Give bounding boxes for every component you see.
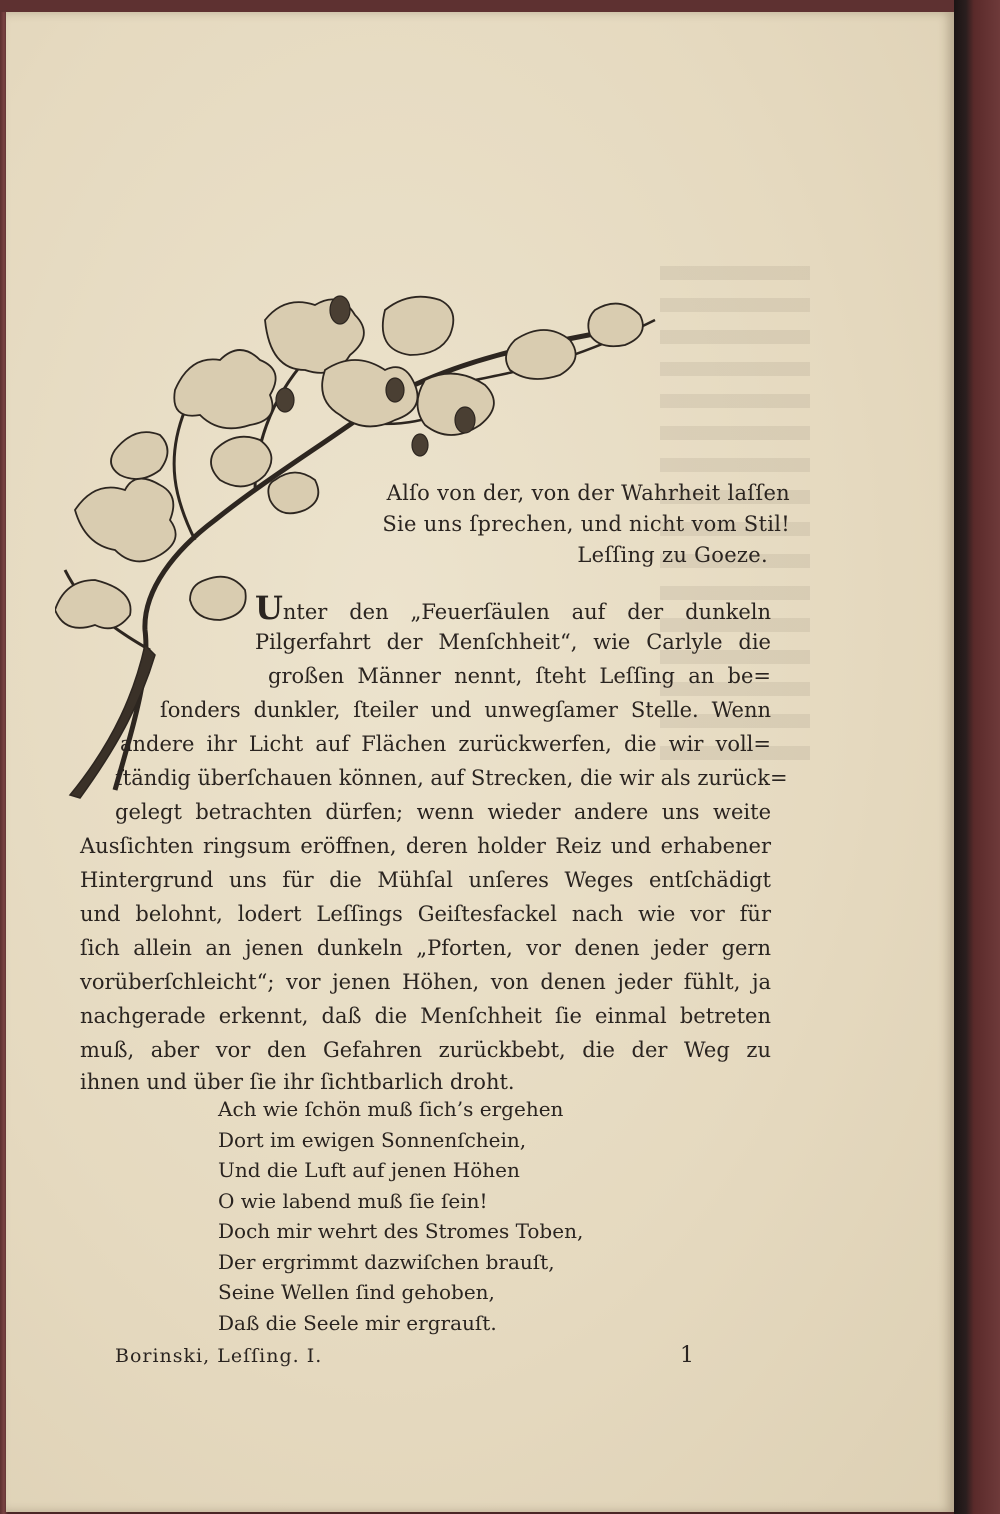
verse-block (218, 1094, 583, 1338)
verse-line-7: Seine Wellen ſind gehoben, (218, 1280, 495, 1304)
paragraph-line-5: andere ihr Licht auf Flächen zurückwerfen, die wir voll= (120, 732, 771, 756)
paragraph-line-15: ihnen und über ſie ihr ſichtbarlich droht. (80, 1070, 515, 1094)
verse-line-5: Doch mir wehrt des Stromes Toben, (218, 1219, 584, 1243)
drop-initial: U (255, 589, 283, 627)
paragraph-line-2: Pilgerfahrt der Menſchheit“, wie Carlyle die (255, 630, 771, 654)
paragraph-line-11: ſich allein an jenen dunkeln „Pforten, vor denen jeder gern (80, 936, 771, 960)
paragraph-line-6: ſtändig überſchauen können, auf Strecken, die wir als zurück= (115, 766, 788, 790)
verse-line-6: Der ergrimmt dazwiſchen brauſt, (218, 1249, 555, 1274)
page-number: 1 (680, 1343, 694, 1368)
paragraph-line-4: ſonders dunkler, ſteiler und unwegſamer Stelle. Wenn (160, 698, 771, 722)
paragraph-line-12: vorüberſchleicht“; vor jenen Höhen, von denen jeder fühlt, ja (80, 970, 771, 994)
motto (360, 478, 790, 571)
verse-line-4: O wie labend muß ſie ſein! (218, 1188, 488, 1213)
cover-top-edge (0, 0, 1000, 12)
motto-line-2: Sie uns ſprechen, und nicht vom Stil! (382, 512, 790, 536)
verse-line-3: Und die Luft auf jenen Höhen (218, 1158, 520, 1182)
paragraph-line-9: Hintergrund uns für die Mühſal unſeres Weges entſchädigt (80, 868, 771, 892)
paragraph-line-1 (255, 589, 771, 628)
motto-line-1: Alſo von der, von der Wahrheit laſſen (386, 481, 790, 505)
paragraph-line-10: und belohnt, lodert Leſſings Geiſtesfackel nach wie vor für (80, 902, 771, 926)
book-binding (954, 0, 1000, 1514)
verse-line-2: Dort im ewigen Sonnenſchein, (218, 1127, 527, 1152)
verse-line-1: Ach wie ſchön muß ſich’s ergehen (218, 1097, 564, 1121)
paragraph-line-7: gelegt betrachten dürfen; wenn wieder andere uns weite (115, 800, 771, 824)
footer-signature: Borinski, Leſſing. I. (115, 1345, 323, 1367)
paragraph-line-14: muß, aber vor den Gefahren zurückbebt, die der Weg zu (80, 1038, 771, 1062)
paragraph-line-13: nachgerade erkennt, daß die Menſchheit ſie einmal betreten (80, 1004, 771, 1028)
paragraph-line-1-text: nter den „Feuerſäulen auf der dunkeln (282, 600, 771, 624)
paragraph-line-8: Ausſichten ringsum eröffnen, deren holder Reiz und erhabener (80, 834, 771, 858)
verse-line-8: Daß die Seele mir ergrauſt. (218, 1310, 497, 1335)
paragraph-line-3: großen Männer nennt, ſteht Leſſing an be= (268, 664, 771, 688)
motto-attribution: Leſſing zu Goeze. (577, 543, 768, 567)
